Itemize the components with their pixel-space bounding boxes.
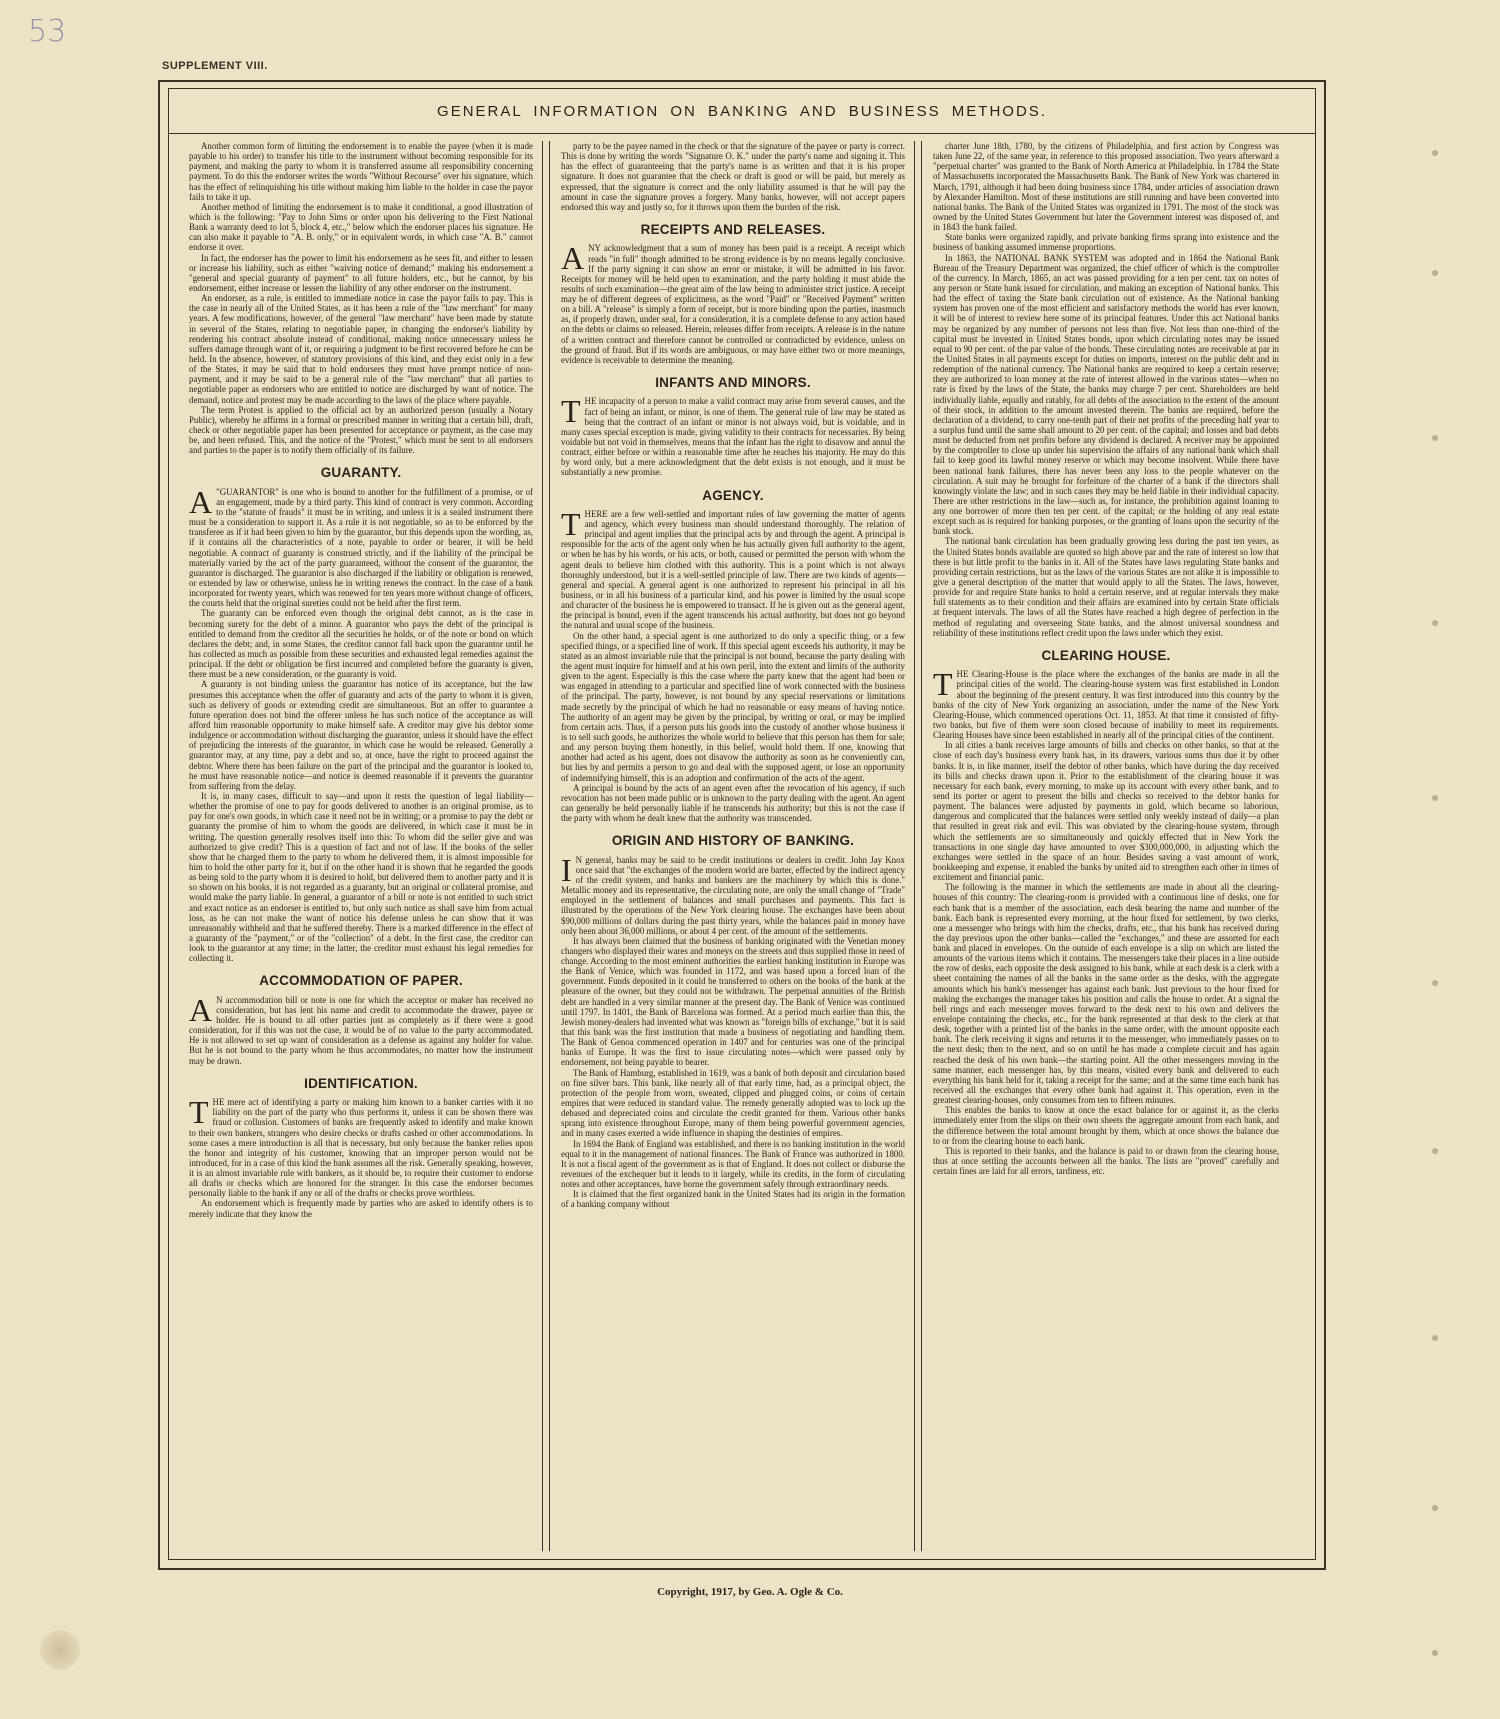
binding-hole: [1432, 435, 1438, 441]
page-title: GENERAL INFORMATION ON BANKING AND BUSINESS METHODS.: [437, 103, 1047, 120]
binding-hole: [1432, 270, 1438, 276]
paragraph: It is, in many cases, difficult to say—and upon it rests the question of legal liability—whether the promise of one to pay for goods delivered to another is an original promise, as to pay for one's own goods, in which case it need not be in writing; or a promise to pay the debt or guaranty the promise of him to whom the goods are delivered, in which case it must be in writing. The question generally resolves itself into this: To whom did the seller give and was authorized to give credit? This is a question of fact and not of law. If the books of the seller show that he charged them to the party to whom he delivered them, it is almost impossible for him to hold the other party for it, but if on the other hand it is shown that he regarded the goods as being sold to the party whom it is desired to hold, but delivered them to another party and it is so shown on his books, it is not regarded as a guaranty, but an original or collateral promise, and would make the party liable. In general, a guarantor of a bill or note is not entitled to such strict and exact notice as an endorser is entitled to, but only such notice as shall save him from actual loss, as he can not make the want of notice his defense unless he can show that it was unreasonably withheld and that he suffered thereby. There is a marked difference in the effect of a guaranty of the "payment," or of the "collection" of a debt. In the first case, the creditor can look to the guarantor at any time; in the latter, the creditor must exhaust his legal remedies for collecting it.: [189, 790, 533, 964]
paragraph: On the other hand, a special agent is one authorized to do only a specific thing, or a few specified things, or a specified line of work. If this special agent exceeds his authority, it may be stated as an almost invariable rule that the principal is not bound, because the party dealing with the agent must inquire for himself and at his own peril, into the extent and limits of the authority given to the agent. Especially is this the case where the party knew that the agent had been or was engaged in attending to a particular and specified line of work connected with the business of the principal. The party, however, is not bound by any special reservations or limitations made secretly by the principal of which he had no reasonable or easy means of having notice. The authority of an agent may be given by the principal, by writing or oral, or may be implied from certain acts. Thus, if a person puts his goods into the custody of another whose business it is to sell such goods, he authorizes the whole world to believe that this person has them for sale; and any person buying them honestly, in this belief, would hold them. If one, knowing that another had acted as his agent, does not disavow the authority as soon as he conveniently can, but lies by and permits a person to go and deal with the supposed agent, or lose an opportunity of indemnifying himself, this is an adoption and confirmation of the acts of the agent.: [561, 630, 905, 783]
title-divider: [169, 133, 1315, 134]
paragraph-text: HE Clearing-House is the place where the exchanges of the banks are made in all the principal cities of the world. The clearing-house system was first established in London about the beginning of the present century. It was first introduced into this country by the banks of the city of New York organizing an association, under the name of the New York Clearing-House, which commenced operations Oct. 11, 1853. At that time it consisted of fifty-two banks, but five of them were soon closed because of inability to meet its requirements. Clearing Houses have since been established in nearly all of the principal cities of the continent.: [933, 669, 1279, 741]
binding-hole: [1432, 1505, 1438, 1511]
paragraph-text: HE mere act of identifying a party or making him known to a banker carries with it no liability on the part of the party who thus performs it, unless it can be shown there was fraud or collusion. Customers of banks are frequently asked to identify and make known to their own bankers, strangers who desire checks or drafts cashed or other accommodations. In some cases a mere introduction is all that is necessary, but only because the banker relies upon the honor and integrity of his customer, knowing that an improper person would not be introduced, for in a case of this kind the bank assumes all the risk. Generally speaking, however, it is an almost invariable rule with bankers, as it should be, to require their customer to endorse all drafts or checks which are honored for the stranger. In this case the endorser becomes personally liable to the bank if any or all of the drafts or checks prove worthless.: [189, 1097, 533, 1199]
paragraph: The national bank circulation has been gradually growing less during the past ten years, as the United States bonds available are quoted so high above par and the rate of interest so low that there is but little profit to the banks in it. All of the States have laws regulating State banks and providing certain restrictions, but as the laws of the various States are not alike it is impossible to give a general description of the matter that would apply to all the States. The laws, however, provide for and require State banks to hold a certain reserve, and at regular intervals they make full statements as to their condition and their affairs are examined into by certain State officials at frequent intervals. The laws of all the States have reached a high degree of perfection in the method of regulating and overseeing State banks, and the almost universal soundness and reliability of these institutions reflect credit upon the laws under which they exist.: [933, 536, 1279, 638]
paragraph: charter June 18th, 1780, by the citizens of Philadelphia, and first action by Congress was taken June 22, of the same year, in reference to this proposed association. Two years afterward a "perpetual charter" was granted to the Bank of North America at Philadelphia. In 1784 the State of Massachusetts incorporated the Massachusetts Bank. The Bank of New York was chartered in March, 1791, although it had been doing business since 1784, under articles of association drawn by Alexander Hamilton. Most of these institutions are still running and have been converted into national banks. The Bank of the United States was organized in 1791. The most of the stock was owned by the United States Government but later the Government interest was disposed of, and in 1843 the bank failed.: [933, 141, 1279, 233]
paragraph: [189, 483, 533, 609]
binding-hole: [1432, 150, 1438, 156]
paragraph-text: HERE are a few well-settled and important rules of law governing the matter of agents and agency, which every business man should understand thoroughly. The relation of principal and agent implies that the principal acts by and through the agent. A principal is responsible for the acts of the agent only when he has actually given full authority to the agent, or when he has by his words, or his acts, or both, caused or permitted the person with whom the agent deals to believe him clothed with this authority. This is a point which is not always thoroughly understood, but it is a well-settled principle of law. There are two kinds of agents—general and special. A general agent is one authorized to represent his principal in all his business, or in all his business of a particular kind, and his power is limited by the usual scope and character of the business he is empowered to transact. If he is given out as the general agent, the principal is bound, even if the agent transcends his actual authority, but does not go beyond the natural and usual scope of the business.: [561, 508, 905, 631]
paragraph-text: NY acknowledgment that a sum of money has been paid is a receipt. A receipt which reads "in full" though admitted to be strong evidence is by no means legally conclusive. If the party signing it can show an error or mistake, it will be admitted in his favor. Receipts for money will be held open to examination, and the party holding it must abide the results of such examination—the great aim of the law being to administer strict justice. A receipt may be of different degrees of explicitness, as the word "Paid" or "Received Payment" written on a bill. A "release" is simply a form of receipt, but is more binding upon the parties, inasmuch as, if properly drawn, under seal, for a consideration, it is a complete defense to any action based on the debts or claims so released. Herein, releases differ from receipts. A release is in the nature of a written contract and therefore cannot be controlled or contradicted by evidence, unless on the ground of fraud. But if its words are ambiguous, or may have either two or more meanings, evidence is receivable to determine the meaning.: [561, 243, 905, 365]
paragraph: In 1694 the Bank of England was established, and there is no banking institution in the world equal to it in the management of national finances. The Bank of France was authorized in 1800. It is not a fiscal agent of the government as is that of England. It does not collect or disburse the revenues of the exchequer but it lends to it largely, while its credits, in the form of circulating notes and other acceptances, have borne the government safely through extraordinary needs.: [561, 1138, 905, 1190]
paragraph: State banks were organized rapidly, and private banking firms sprang into existence and the business of banking assumed immense proportions.: [933, 232, 1279, 253]
copyright-line: Copyright, 1917, by Geo. A. Ogle & Co.: [657, 1586, 843, 1598]
section-heading-identification: IDENTIFICATION.: [304, 1075, 418, 1091]
paragraph: A principal is bound by the acts of an agent even after the revocation of his agency, if such revocation has not been made public or is unknown to the party dealing with the agent. An agent can generally be held personally liable if he transcends his authority; but this is not the case if the party with whom he dealt knew that the authority was transcended.: [561, 782, 905, 824]
section-heading-agency: AGENCY.: [702, 487, 764, 503]
section-heading-infants: INFANTS AND MINORS.: [655, 375, 811, 391]
drop-cap: A: [561, 240, 585, 277]
paragraph: [561, 393, 905, 478]
section-heading-guaranty: GUARANTY.: [320, 465, 402, 481]
paragraph: [189, 991, 533, 1066]
drop-cap: I: [561, 851, 572, 888]
paragraph: An endorsement which is frequently made by parties who are asked to identify others is to merely indicate that they know the: [189, 1198, 533, 1219]
section-heading-origin: ORIGIN AND HISTORY OF BANKING.: [611, 833, 855, 849]
column-middle: [547, 141, 919, 1551]
paragraph: Another common form of limiting the endorsement is to enable the payee (when it is made payable to his order) to transfer his title to the instrument without becoming responsible for its payment, and making the party to whom it is transferred assume all responsibility concerning payment. To do this the endorser writes the words "Without Recourse" over his signature, which has the effect of relinquishing his title without making him liable to the holder in case the payor fails to take it up.: [189, 141, 533, 202]
paragraph: [561, 505, 905, 631]
page-frame: [158, 80, 1326, 1570]
binding-hole: [1432, 620, 1438, 626]
section-heading-clearing-house: CLEARING HOUSE.: [1041, 647, 1171, 663]
paragraph: In all cities a bank receives large amounts of bills and checks on other banks, so that at the close of each day's business every bank has, in its drawers, various sums thus due it by other banks. It is, in like manner, itself the debtor of other banks, which have during the day received its bills and checks drawn upon it. Prior to the establishment of the clearing house it was necessary for each bank, every morning, to make up its account with every other bank, and to send its porter or agent to present the bills and checks so received to the debtor banks for payment. The balances were adjusted by payments in gold, which became so laborious, dangerous and complicated that the balances were settled only weekly instead of daily—a plan that resulted in great risk and evil. This was obviated by the clearing-house system, through which the settlements are so simultaneously and quickly effected that in New York the transactions in one single day have amounted to over $300,000,000, in adjusting which the exchanges were settled in the space of an hour. Besides saving a vast amount of work, bookkeeping and expense, it enabled the banks by united aid to strengthen each other in times of excitement and financial panic.: [933, 740, 1279, 883]
paragraph: In 1863, the NATIONAL BANK SYSTEM was adopted and in 1864 the National Bank Bureau of the Treasury Department was organized, the chief officer of which is the comptroller of the currency. In March, 1865, an act was passed providing for a ten per cent. tax on notes of any person or State bank issued for circulation, and making an exception of National banks. This had the effect of taxing the State bank circulation out of existence. As the National banking system has proven one of the most efficient and satisfactory methods the world has ever known, it will be of interest to review here some of its principal features. Under this act National banks may be organized by any number of persons not less than five. Not less than one-third of the capital must be invested in United States bonds, upon which circulating notes may be issued equal to 90 per cent. of the par value of the bonds. These circulating notes are receivable at par in the United States in all payments except for duties on imports, interest on the public debt and in redemption of the national currency. The National banks are required to keep a certain reserve; they are authorized to loan money at the rate of interest allowed in the various states—when no rate is fixed by the laws of the State, the banks may charge 7 per cent. Shareholders are held individually liable, equally and ratably, for all debts of the association to the extent of the amount of their stock, in addition to the amount invested therein. The banks are required, before the declaration of a dividend, to carry one-tenth part of their net profits of the preceding half year to a surplus fund until the same shall amount to 20 per cent. of the capital; and losses and bad debts must be deducted from net profits before any dividend is declared. A receiver may be appointed by the comptroller to close up under his supervision the affairs of any national bank which shall fail to keep good its lawful money reserve or which may become insolvent. While there have been national bank failures, there has never been any loss to the people whatever on the circulation. A suit may be brought for forfeiture of the charter of a bank if the directors shall knowingly violate the law; and in such cases they may be held liable in their individual capacity. There are other restrictions in the law—such as, for instance, the prohibition against loaning to any one borrower of more then ten per cent. of the capital; or the holding of any real estate except such as is required for banking purposes, or the granting of loans upon the security of the bank stock.: [933, 252, 1279, 537]
paragraph: This is reported to their banks, and the balance is paid to or drawn from the clearing house, thus at once settling the accounts between all the banks. The lists are "proved" carefully and certain fines are laid for all errors, tardiness, etc.: [933, 1145, 1279, 1177]
paragraph: Another method of limiting the endorsement is to make it conditional, a good illustration of which is the following: "Pay to John Sims or order upon his delivering to the First National Bank a warranty deed to lot 5, block 4, etc.," below which the endorser places his signature. He can also make it payable to "A. B. only," or in equivalent words, in which case "A. B." cannot endorse it over.: [189, 201, 533, 253]
binding-hole: [1432, 1148, 1438, 1154]
column-right: [919, 141, 1293, 1551]
supplement-label: SUPPLEMENT VIII.: [162, 60, 268, 72]
paragraph: It has always been claimed that the business of banking originated with the Venetian money changers who displayed their wares and moneys on the streets and thus supplied those in need of change. According to the most eminent authorities the earliest banking institution in Europe was the Bank of Venice, which was founded in 1172, and was based upon a forced loan of the government. Funds deposited in it could be transferred to others on the books of the bank at the pleasure of the owner, but they could not be withdrawn. The perpetual annuities of the British debt are handled in a very similar manner at the present day. The Bank of Venice was continued until 1797. In 1401, the Bank of Barcelona was formed. At a period much earlier than this, the Jewish money-dealers had invented what was known as "foreign bills of exchange," but it is said that this bank was the first institution that made a business of negotiating and handling them. The Bank of Genoa commenced operation in 1407 and for centuries was one of the principal banks of Europe. It was the first to issue circulating notes—which were passed only by endorsement, not being payable to bearer.: [561, 935, 905, 1068]
paragraph: It is claimed that the first organized bank in the United States had its origin in the formation of a banking company without: [561, 1189, 905, 1210]
drop-cap: T: [933, 666, 953, 703]
paragraph-text: HE incapacity of a person to make a valid contract may arise from several causes, and the fact of being an infant, or minor, is one of them. The general rule of law may be stated as being that the contract of an infant or minor is not always void, but is voidable, and in many cases special exception is made, giving validity to their contracts for necessaries. By being voidable but not void in themselves, means that the infant has the right to disavow and annul the contract, either before or within a reasonable time after he reaches his majority. He may do this by word only, but a mere acknowledgment that the debt exists is not enough, and it must be substantially a new promise.: [561, 396, 905, 478]
binding-hole: [1432, 1335, 1438, 1341]
paragraph-text: N accommodation bill or note is one for which the acceptor or maker has received no consideration, but has lent his name and credit to accommodate the drawer, payee or holder. He is bound to all other parties just as completely as if there were a good consideration, for if this was not the case, it would be of no value to the party accommodated. He is not allowed to set up want of consideration as a defense as against any holder for value. But he is not bound to the party whom he thus accommodates, no matter how the instrument may be drawn.: [189, 994, 533, 1066]
paragraph: [561, 240, 905, 365]
drop-cap: T: [189, 1094, 209, 1131]
paragraph: In fact, the endorser has the power to limit his endorsement as he sees fit, and either to lessen or increase his liability, such as either "waiving notice of demand;" making his endorsement a "general and special guaranty of payment" to all future holders, etc., but he cannot, by his endorsement, either increase or lessen the liability of any other endorser on the instrument.: [189, 252, 533, 293]
paragraph: [933, 666, 1279, 741]
drop-cap: A: [189, 483, 213, 520]
paragraph: This enables the banks to know at once the exact balance for or against it, as the clerks immediately enter from the slips on their own sheets the aggregate amount from each bank, and the difference between the total amount brought by them, which at once shows the balance due to or from the clearing house to each bank.: [933, 1105, 1279, 1146]
page-number: 53: [28, 14, 67, 49]
paragraph: The following is the manner in which the settlements are made in about all the clearing-houses of this country: The clearing-room is provided with a continuous line of desks, one for each bank that is a member of the association, each desk bearing the name and number of the bank. Each bank is represented every morning, at the hour fixed for settlement, by two clerks, one a messenger who brings with him the checks, drafts, etc., that his bank has received during the day previous upon the other banks—called the "exchanges," and these are assorted for each bank and placed in envelopes. On the outside of each envelope is a slip on which are listed the amounts of the various items which it contains. The messengers take their places in a line outside the row of desks, each opposite the desk assigned to his bank, while at each desk is a clerk with a sheet containing the names of all the banks in the same order as the desks, with the aggregate amounts which his bank's messenger has against each bank. Just previous to the hour fixed for making the exchanges the manager takes his position and calls the house to order. At a signal the bell rings and each messenger moves forward to the desk next to his own and delivers the envelope containing the checks, etc., for the bank represented at that desk to the clerk at that desk, together with a printed list of the banks in the same order, with the amount opposite each bank. The clerk receiving it signs and returns it to the messenger, who immediately passes on to the next desk; then to the next, and so on until he has made a complete circuit and has again reached the desk of his own bank—the starting point. All the other messengers moving in the same manner, each messenger has, by this means, visited every bank and delivered to each everything his bank held for it, taking a receipt for the same; and at the same time each bank has received all the exchanges that every other bank had against it. This operation, even in the greatest clearing-houses, only consumes from ten to fifteen minutes.: [933, 882, 1279, 1106]
binding-hole: [1432, 1650, 1438, 1656]
paper-stain: [40, 1630, 80, 1670]
paragraph: The term Protest is applied to the official act by an authorized person (usually a Notary Public), whereby he affirms in a formal or prescribed manner in writing that a certain bill, draft, check or other negotiable paper has been presented for acceptance or payment, as the case may be, and been refused. This, and the notice of the "Protest," which must be sent to all endorsers and parties to the paper is to notify them officially of its failure.: [189, 404, 533, 456]
drop-cap: T: [561, 505, 581, 542]
paragraph: A guaranty is not binding unless the guarantor has notice of its acceptance, but the law presumes this acceptance when the offer of guaranty and acts of the party to whom it is given, such as delivery of goods or extending credit are simultaneous. But an offer to guarantee a future operation does not bind the offerer unless he has such notice of the acceptance as will afford him reasonable opportunity to make himself safe. A creditor may give his debtor some indulgence or accommodation without discharging the guarantor, unless it should have the effect of prejudicing the interests of the guarantor, in which case he would be released. Generally a guarantor may, at any time, pay a debt and so, at once, have the right to proceed against the debtor. Where there has been failure on the part of the principal and the guarantor is looked to, he must have reasonable notice—and notice is deemed reasonable if it prevents the guarantor from suffering from the delay.: [189, 679, 533, 791]
section-heading-receipts: RECEIPTS AND RELEASES.: [640, 221, 826, 237]
drop-cap: T: [561, 393, 581, 430]
binding-hole: [1432, 980, 1438, 986]
paragraph-text: N general, banks may be said to be credit institutions or dealers in credit. John Jay Knox once said that "the exchanges of the modern world are barter, effected by the indirect agency of the credit system, and banks and bankers are the machinery by which this is done." Metallic money and its representative, the circulating note, are only the small change of "Trade" employed in the settlement of balances and small purchases and payments. This fact is illustrated by the operations of the New York clearing house. The exchanges have been about $90,000 millions of dollars during the past thirty years, while the balances paid in money have only been about 36,000 millions, or about 4 per cent. of the amount of the settlements.: [561, 854, 905, 936]
paragraph: The guaranty can be enforced even though the original debt cannot, as is the case in becoming surety for the debt of a minor. A guarantor who pays the debt of the principal is entitled to demand from the creditor all the securities he holds, or of the note or bond on which declares the debt; and, in some States, the creditor cannot fall back upon the guarantor until he has collected as much as possible from these securities and exhausted legal remedies against the principal. If the debt or obligation be first incurred and completed before the guaranty is given, there must be a new consideration, or the guaranty is void.: [189, 608, 533, 680]
paragraph-text: "GUARANTOR" is one who is bound to another for the fulfillment of a promise, or of an engagement, made by a third party. This kind of contract is very common. According to the "statute of frauds" it must be in writing, and unless it is a sealed instrument there must be a consideration to support it. As a rule it is not negotiable, so as to be enforced by the transferee as if it had been given to him by the guarantor, but this depends upon the wording, as, if it contains all the characteristics of a note, payable to order or bearer, it will be held negotiable. A contract of guaranty is construed strictly, and if the liability of the principal be materially varied by the act of the party guaranteed, without the consent of the guarantor, the guarantor is discharged. The guarantor is also discharged if the liability or obligation is renewed, or extended by law or otherwise, unless he in writing renews the contract. In the case of a bank incorporated for twenty years, which was renewed for ten years more without change of officers, the courts held that the original sureties could not be held after the first term.: [189, 486, 533, 609]
paragraph: An endorser, as a rule, is entitled to immediate notice in case the payor fails to pay. This is the case in nearly all of the United States, as it has been a rule of the "law merchant" for many years. A few modifications, however, of the general "law merchant" have been made by statute in several of the States, relating to negotiable paper, in changing the endorser's liability by rendering his contract absolute instead of conditional, making notice unnecessary unless he suffers damage through want of it, or requiring a judgment to be first recovered before he can be held. In the absence, however, of statutory provisions of this kind, and they exist only in a few of the States, it may be said that to hold endorsers they must have prompt notice of non-payment, and it may be said to be a general rule of the "law merchant" that all parties to negotiable paper as endorsers who are entitled to notice are discharged by want of notice. The demand, notice and protest may be made according to the laws of the place where payable.: [189, 293, 533, 405]
paragraph: [561, 851, 905, 936]
section-heading-accommodation: ACCOMMODATION OF PAPER.: [259, 973, 463, 989]
paragraph: [189, 1094, 533, 1199]
paragraph: The Bank of Hamburg, established in 1619, was a bank of both deposit and circulation based on fine silver bars. This bank, like nearly all of that early time, had, as a principal object, the protection of the people from worn, sweated, clipped and plugged coins, or coins of certain empires that were reduced in standard value. The remedy generally adopted was to lock up the debased and depreciated coins and circulate the credit granted for them. Various other banks sprang into existence throughout Europe, many of them being powerful government agencies, and in many cases exerted a wide influence in shaping the destinies of empires.: [561, 1067, 905, 1139]
binding-hole: [1432, 795, 1438, 801]
paragraph: party to be the payee named in the check or that the signature of the payee or party is correct. This is done by writing the words "Signature O. K." under the party's name and signing it. This has the effect of guaranteeing that the party's name is as written and that it is his proper signature. It does not guarantee that the check or draft is good or will be paid, but merely as expressed, that the signature is correct and the only liability assumed is that he will pay the amount in case the signature proves a forgery. Many banks, however, will not accept papers endorsed this way and justly so, for it throws upon them the burden of the risk.: [561, 141, 905, 212]
inner-frame: [168, 88, 1316, 1560]
column-left: [175, 141, 547, 1551]
drop-cap: A: [189, 991, 213, 1028]
